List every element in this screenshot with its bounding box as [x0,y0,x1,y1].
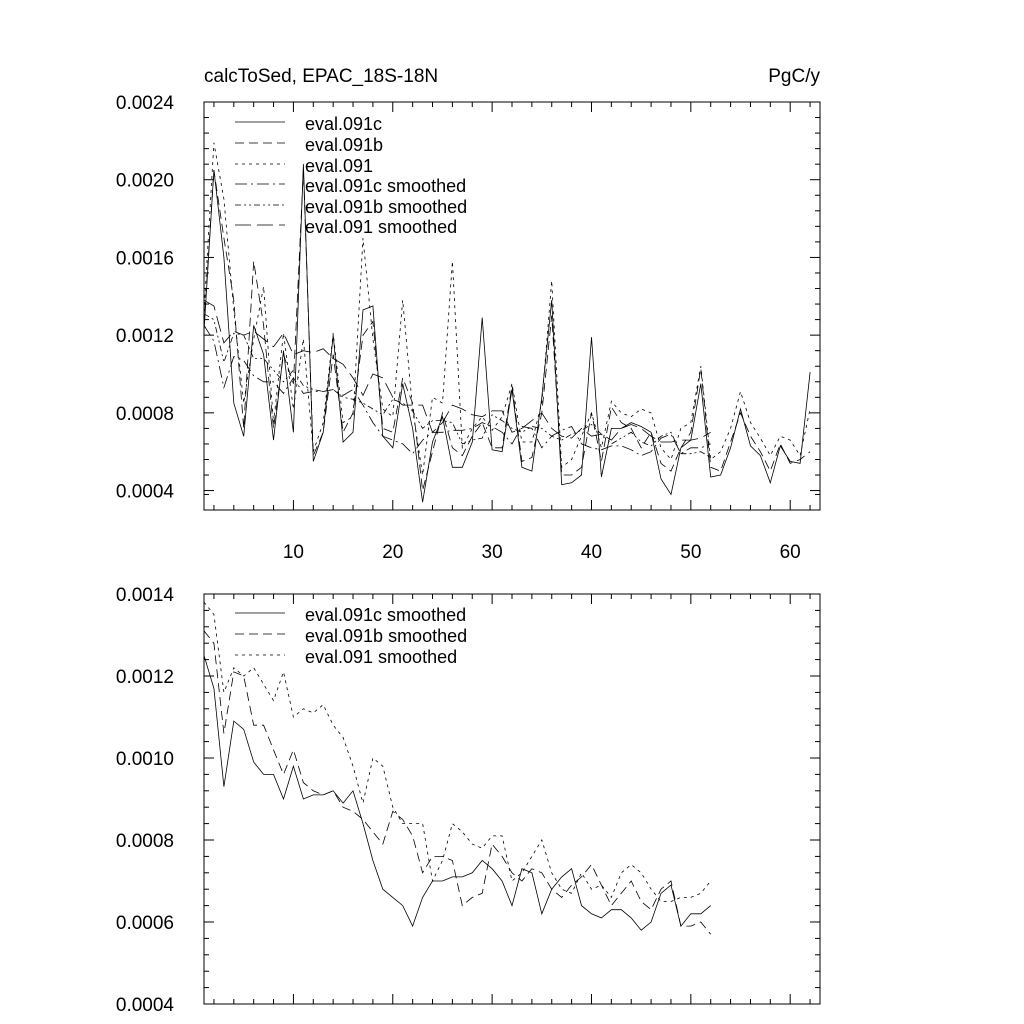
top-series-line-eval-091-smoothed [204,300,711,442]
bottom-y-tick-label: 0.0014 [115,585,174,606]
top-x-tick-label: 10 [282,542,304,563]
bottom-series-line-eval-091b-smoothed [204,631,711,934]
bottom-series-line-eval-091c-smoothed [204,656,711,931]
bottom-legend-label-eval-091c-smoothed: eval.091c smoothed [305,605,467,625]
top-legend-label-eval-091c-smoothed: eval.091c smoothed [305,176,467,196]
top-y-tick-label: 0.0020 [115,170,174,192]
bottom-y-axis [116,585,820,1016]
top-series-line-eval-091 [204,143,810,475]
bottom-series-line-eval-091-smoothed [204,602,711,901]
bottom-legend-label-eval-091-smoothed: eval.091 smoothed [305,647,458,667]
bottom-panel [116,585,820,1016]
top-legend-label-eval-091-smoothed: eval.091 smoothed [305,217,458,237]
top-y-tick-label: 0.0024 [115,93,174,114]
top-chart-units: PgC/y [768,66,820,87]
bottom-y-tick-label: 0.0010 [115,749,174,770]
top-chart-title: calcToSed, EPAC_18S-18N [204,66,439,87]
top-panel [116,66,821,563]
top-y-tick-label: 0.0016 [115,248,174,270]
top-series-line-eval-091c [204,164,810,502]
top-x-tick-label: 60 [779,542,801,563]
top-legend-label-eval-091b: eval.091b [305,135,384,155]
top-y-tick-label: 0.0008 [115,403,174,425]
top-x-tick-label: 30 [481,542,503,563]
top-x-tick-label: 40 [580,542,603,563]
bottom-y-tick-label: 0.0008 [115,831,174,852]
bottom-plot-frame [204,594,820,1004]
bottom-y-tick-label: 0.0006 [115,913,174,934]
top-y-tick-label: 0.0004 [115,481,174,503]
top-legend [235,114,467,237]
bottom-legend [235,605,467,667]
bottom-legend-label-eval-091b-smoothed: eval.091b smoothed [305,626,468,646]
top-legend-label-eval-091: eval.091 [305,156,374,176]
top-series-group [204,143,810,502]
bottom-series-group [204,602,711,934]
top-y-tick-label: 0.0012 [115,326,174,348]
bottom-y-tick-label: 0.0004 [115,995,174,1016]
top-y-axis [116,93,820,503]
top-series-line-eval-091c-smoothed [204,325,711,455]
top-series-line-eval-091b [204,170,810,491]
top-plot-frame [204,102,820,510]
top-x-tick-label: 50 [680,542,702,563]
top-legend-label-eval-091c: eval.091c [305,114,383,134]
bottom-y-tick-label: 0.0012 [115,667,174,688]
top-legend-label-eval-091b-smoothed: eval.091b smoothed [305,197,468,217]
top-x-tick-label: 20 [382,542,404,563]
